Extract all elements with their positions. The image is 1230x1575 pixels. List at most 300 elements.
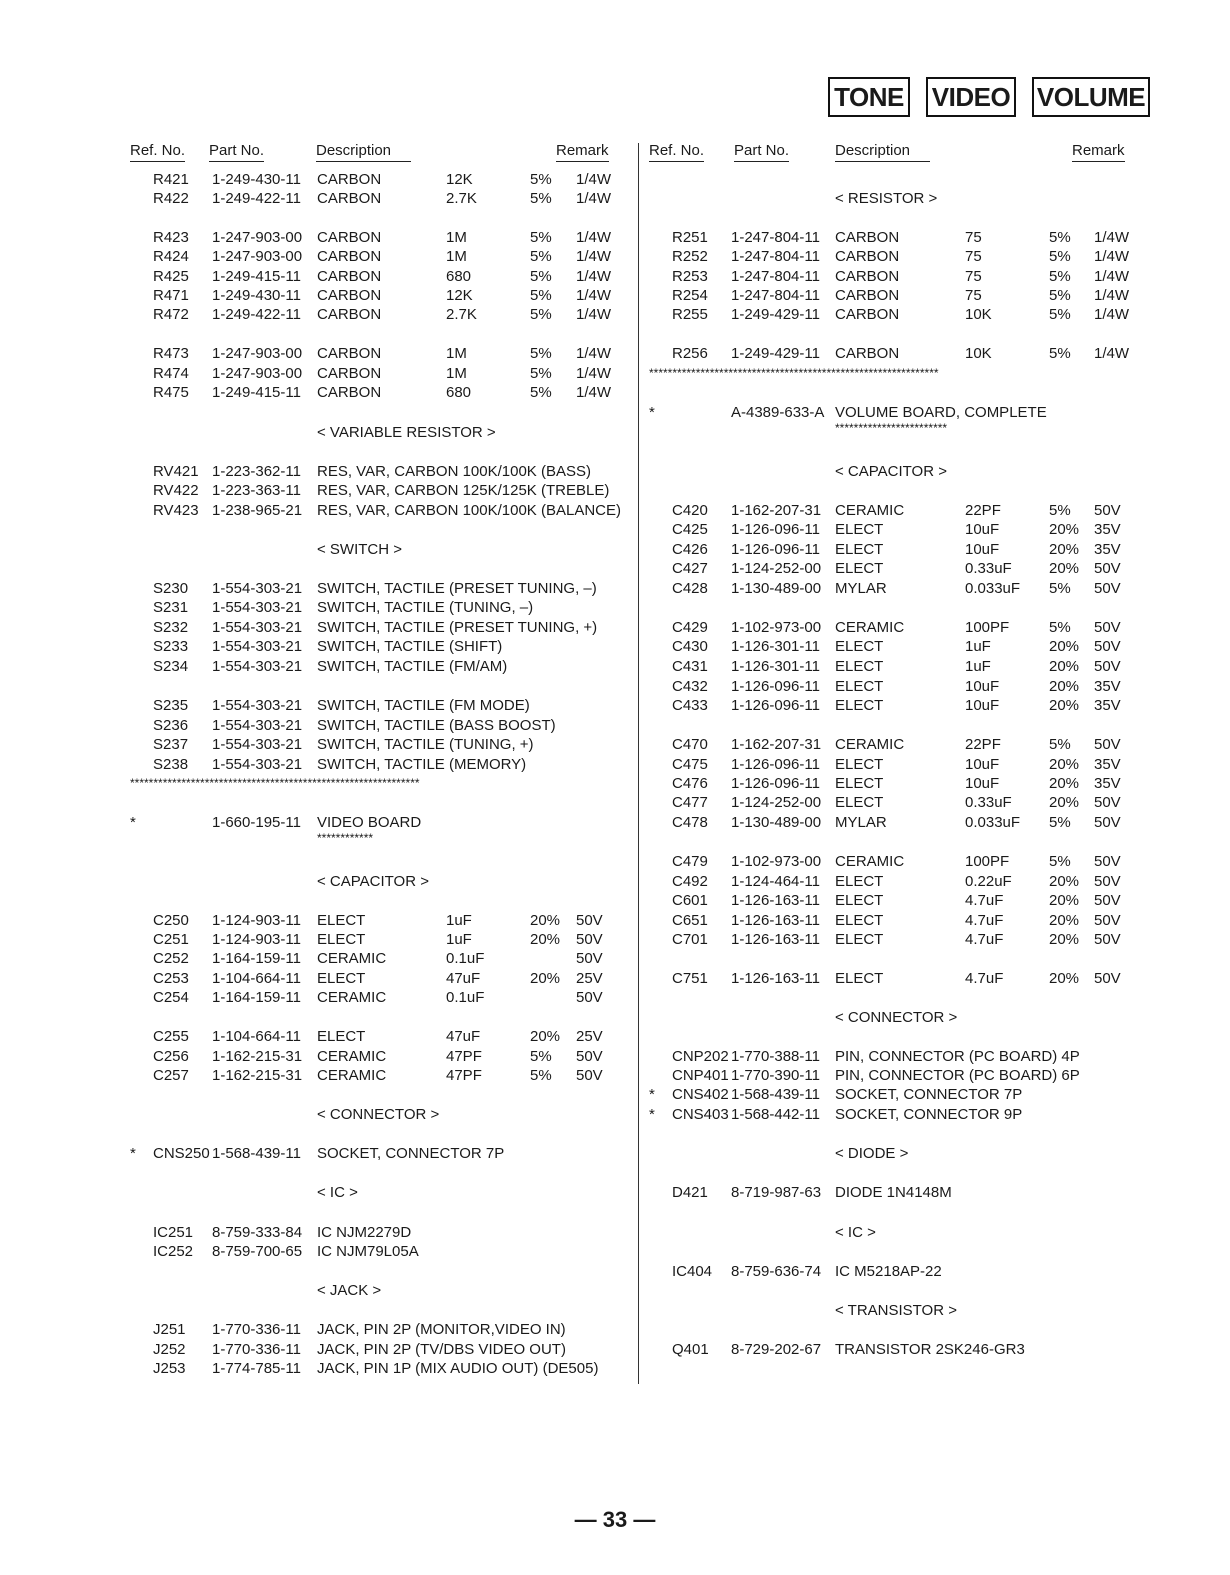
description: CARBON (317, 345, 382, 362)
ref-no: D421 (672, 1184, 708, 1201)
rating: 50V (1094, 580, 1121, 597)
table-row (0, 286, 1230, 306)
part-no: 1-247-804-11 (731, 248, 820, 265)
table-row (0, 872, 1230, 892)
tolerance: 5% (1049, 345, 1071, 362)
part-no: 1-124-252-00 (731, 794, 822, 811)
ref-no: C253 (153, 970, 189, 987)
tab-tone: TONE (828, 77, 910, 117)
rating: 1/4W (1094, 229, 1130, 246)
ref-no: R252 (672, 248, 708, 265)
part-no: 1-162-207-31 (731, 736, 822, 753)
ref-no: C252 (153, 950, 189, 967)
tolerance: 5% (530, 287, 552, 304)
ref-no: S237 (153, 736, 189, 753)
ref-no: R422 (153, 190, 189, 207)
ref-no: J252 (153, 1341, 186, 1358)
table-row (0, 170, 1230, 190)
part-no: 1-554-303-21 (212, 638, 303, 655)
ref-no: C701 (672, 931, 708, 948)
ref-no: R256 (672, 345, 708, 362)
value: 1M (446, 229, 467, 246)
ref-no: C601 (672, 892, 708, 909)
section-heading (0, 1301, 1230, 1321)
part-no: 1-554-303-21 (212, 697, 303, 714)
rating: 1/4W (576, 268, 612, 285)
table-row (0, 540, 1230, 560)
section-title: < TRANSISTOR > (835, 1302, 957, 1319)
description: CARBON (317, 229, 382, 246)
ref-no: C429 (672, 619, 708, 636)
tolerance: 20% (1049, 970, 1080, 987)
description: ELECT (835, 970, 884, 987)
rating: 25V (576, 970, 603, 987)
table-row (0, 852, 1230, 872)
description: ELECT (835, 521, 884, 538)
table-row (0, 1105, 1230, 1125)
tolerance: 20% (1049, 873, 1080, 890)
ref-no: CNP202 (672, 1048, 729, 1065)
part-no: 1-162-215-31 (212, 1048, 303, 1065)
ref-no: CNS402 (672, 1086, 729, 1103)
part-no: 1-130-489-00 (731, 814, 822, 831)
description: CERAMIC (317, 1048, 387, 1065)
description: SWITCH, TACTILE (PRESET TUNING, –) (317, 580, 597, 597)
table-row (0, 618, 1230, 638)
safety-mark: * (130, 1145, 136, 1162)
description: IC NJM2279D (317, 1224, 412, 1241)
rating: 1/4W (1094, 248, 1130, 265)
tolerance: 5% (530, 190, 552, 207)
rating: 50V (1094, 658, 1121, 675)
ref-no: C479 (672, 853, 708, 870)
rating: 50V (1094, 638, 1121, 655)
ref-no: C425 (672, 521, 708, 538)
part-no: 1-126-096-11 (731, 756, 820, 773)
ref-no: R474 (153, 365, 189, 382)
part-no: 1-554-303-21 (212, 717, 303, 734)
table-row (0, 911, 1230, 931)
rating: 1/4W (576, 190, 612, 207)
underline-text: ************ (317, 831, 374, 845)
table-row (0, 1262, 1230, 1282)
part-no: 1-249-430-11 (212, 287, 301, 304)
description: ELECT (835, 892, 884, 909)
value: 10uF (965, 756, 1000, 773)
value: 75 (965, 268, 982, 285)
part-no: 1-554-303-21 (212, 619, 303, 636)
value: 10uF (965, 541, 1000, 558)
table-row (0, 383, 1230, 403)
table-row (0, 559, 1230, 579)
value: 12K (446, 287, 473, 304)
ref-no: S238 (153, 756, 189, 773)
value: 10uF (965, 521, 1000, 538)
table-row (0, 949, 1230, 969)
safety-mark: * (649, 1086, 655, 1103)
ref-no: R473 (153, 345, 189, 362)
description: ELECT (317, 970, 366, 987)
tolerance: 5% (1049, 306, 1071, 323)
description: JACK, PIN 1P (MIX AUDIO OUT) (DE505) (317, 1360, 599, 1377)
description: MYLAR (835, 580, 887, 597)
part-no: 1-124-252-00 (731, 560, 822, 577)
ref-no: C427 (672, 560, 708, 577)
description: CARBON (835, 248, 900, 265)
section-title: < CONNECTOR > (835, 1009, 958, 1026)
part-no: 1-249-415-11 (212, 268, 301, 285)
rating: 50V (1094, 931, 1121, 948)
part-no: 8-719-987-63 (731, 1184, 822, 1201)
ref-no: C470 (672, 736, 708, 753)
rating: 50V (1094, 619, 1121, 636)
part-no: 8-759-333-84 (212, 1224, 303, 1241)
section-title: < RESISTOR > (835, 190, 938, 207)
table-row (0, 1183, 1230, 1203)
ref-no: R423 (153, 229, 189, 246)
rating: 50V (1094, 970, 1121, 987)
left-header-part: Part No. (209, 141, 264, 162)
description: ELECT (317, 1028, 366, 1045)
tab-video: VIDEO (926, 77, 1016, 117)
value: 4.7uF (965, 931, 1004, 948)
value: 680 (446, 268, 472, 285)
description: ELECT (835, 697, 884, 714)
rating: 1/4W (576, 248, 612, 265)
part-no: 1-104-664-11 (212, 1028, 301, 1045)
description: SWITCH, TACTILE (TUNING, +) (317, 736, 534, 753)
part-no: 1-770-336-11 (212, 1321, 301, 1338)
tolerance: 5% (530, 345, 552, 362)
section-title: < IC > (835, 1224, 876, 1241)
rating: 50V (576, 1048, 603, 1065)
tolerance: 20% (1049, 775, 1080, 792)
part-no: 1-247-804-11 (731, 229, 820, 246)
description: ELECT (835, 873, 884, 890)
description: SOCKET, CONNECTOR 7P (835, 1086, 1023, 1103)
ref-no: S232 (153, 619, 189, 636)
tolerance: 20% (1049, 678, 1080, 695)
part-no: 1-770-336-11 (212, 1341, 301, 1358)
tolerance: 5% (1049, 580, 1071, 597)
value: 75 (965, 287, 982, 304)
rating: 1/4W (576, 306, 612, 323)
tolerance: 20% (1049, 638, 1080, 655)
part-no: 1-162-207-31 (731, 502, 822, 519)
value: 12K (446, 171, 473, 188)
description: CERAMIC (835, 502, 905, 519)
value: 0.1uF (446, 989, 485, 1006)
table-row (0, 637, 1230, 657)
description: VOLUME BOARD, COMPLETE (835, 404, 1047, 421)
description: ELECT (835, 912, 884, 929)
tolerance: 20% (530, 931, 561, 948)
rating: 35V (1094, 775, 1121, 792)
ref-no: R255 (672, 306, 708, 323)
ref-no: C430 (672, 638, 708, 655)
description: CERAMIC (835, 736, 905, 753)
section-heading (0, 189, 1230, 209)
value: 22PF (965, 502, 1001, 519)
left-header-ref: Ref. No. (130, 141, 185, 162)
rating: 1/4W (576, 171, 612, 188)
section-heading (0, 1008, 1230, 1028)
description: CARBON (835, 268, 900, 285)
description: CERAMIC (835, 619, 905, 636)
ref-no: R424 (153, 248, 189, 265)
description: CARBON (317, 190, 382, 207)
right-header-ref: Ref. No. (649, 141, 704, 162)
part-no: 8-759-636-74 (731, 1263, 822, 1280)
description: VIDEO BOARD (317, 814, 422, 831)
part-no: 1-247-804-11 (731, 287, 820, 304)
table-row (0, 598, 1230, 618)
part-no: 1-247-903-00 (212, 248, 303, 265)
part-no: 1-249-429-11 (731, 306, 820, 323)
description: ELECT (317, 931, 366, 948)
value: 1uF (965, 638, 991, 655)
ref-no: S235 (153, 697, 189, 714)
table-row (0, 481, 1230, 501)
rating: 50V (576, 931, 603, 948)
table-row (0, 813, 1230, 833)
ref-no: C428 (672, 580, 708, 597)
ref-no: C426 (672, 541, 708, 558)
tolerance: 5% (1049, 248, 1071, 265)
right-header-desc: Description (835, 141, 930, 162)
rating: 1/4W (1094, 287, 1130, 304)
part-no: 1-223-363-11 (212, 482, 301, 499)
value: 0.033uF (965, 580, 1021, 597)
tolerance: 5% (1049, 229, 1071, 246)
part-no: 1-554-303-21 (212, 658, 303, 675)
tolerance: 5% (530, 384, 552, 401)
table-row (0, 930, 1230, 950)
ref-no: C431 (672, 658, 708, 675)
part-no: 1-238-965-21 (212, 502, 303, 519)
description: CARBON (835, 306, 900, 323)
part-no: 1-124-903-11 (212, 931, 301, 948)
ref-no: R471 (153, 287, 189, 304)
safety-mark: * (649, 404, 655, 421)
part-no: 1-102-973-00 (731, 853, 822, 870)
left-header-desc: Description (316, 141, 411, 162)
part-no: 1-102-973-00 (731, 619, 822, 636)
value: 4.7uF (965, 970, 1004, 987)
part-no: 1-249-415-11 (212, 384, 301, 401)
description: CERAMIC (317, 950, 387, 967)
value: 10K (965, 345, 992, 362)
value: 2.7K (446, 190, 477, 207)
table-row (0, 969, 1230, 989)
value: 0.22uF (965, 873, 1012, 890)
description: SWITCH, TACTILE (FM MODE) (317, 697, 530, 714)
section-title: < DIODE > (835, 1145, 909, 1162)
rating: 35V (1094, 756, 1121, 773)
section-heading (0, 1223, 1230, 1243)
rating: 1/4W (1094, 345, 1130, 362)
ref-no: C751 (672, 970, 708, 987)
part-no: 1-126-163-11 (731, 931, 820, 948)
table-row (0, 1047, 1230, 1067)
ref-no: J251 (153, 1321, 186, 1338)
table-row (0, 520, 1230, 540)
part-no: 1-770-390-11 (731, 1067, 820, 1084)
description: SOCKET, CONNECTOR 9P (835, 1106, 1023, 1123)
description: IC NJM79L05A (317, 1243, 419, 1260)
description: RES, VAR, CARBON 125K/125K (TREBLE) (317, 482, 610, 499)
part-no: 1-164-159-11 (212, 950, 301, 967)
description: SWITCH, TACTILE (BASS BOOST) (317, 717, 556, 734)
table-row (0, 774, 1230, 794)
part-no: 1-126-163-11 (731, 892, 820, 909)
ref-no: R425 (153, 268, 189, 285)
part-no: 1-124-903-11 (212, 912, 301, 929)
table-row (0, 228, 1230, 248)
value: 100PF (965, 619, 1010, 636)
ref-no: J253 (153, 1360, 186, 1377)
value: 47PF (446, 1067, 482, 1084)
part-no: 1-247-903-00 (212, 365, 303, 382)
rating: 50V (1094, 892, 1121, 909)
table-row (0, 501, 1230, 521)
tolerance: 20% (530, 912, 561, 929)
tolerance: 5% (1049, 619, 1071, 636)
rating: 1/4W (576, 345, 612, 362)
part-no: 1-249-430-11 (212, 171, 301, 188)
tolerance: 20% (1049, 756, 1080, 773)
tolerance: 20% (1049, 521, 1080, 538)
ref-no: CNP401 (672, 1067, 729, 1084)
tab-volume: VOLUME (1032, 77, 1150, 117)
description: PIN, CONNECTOR (PC BOARD) 6P (835, 1067, 1080, 1084)
description: JACK, PIN 2P (TV/DBS VIDEO OUT) (317, 1341, 566, 1358)
section-title: < CONNECTOR > (317, 1106, 440, 1123)
description: CARBON (317, 365, 382, 382)
table-row (0, 1242, 1230, 1262)
rating: 50V (576, 912, 603, 929)
ref-no: S230 (153, 580, 189, 597)
ref-no: CNS403 (672, 1106, 729, 1123)
description: CARBON (835, 287, 900, 304)
part-no: 1-554-303-21 (212, 756, 303, 773)
ref-no: C257 (153, 1067, 189, 1084)
tolerance: 5% (530, 1048, 552, 1065)
description: ELECT (835, 775, 884, 792)
table-row (0, 657, 1230, 677)
ref-no: R253 (672, 268, 708, 285)
ref-no: S231 (153, 599, 189, 616)
rating: 35V (1094, 521, 1121, 538)
value: 1uF (965, 658, 991, 675)
part-no: 1-249-429-11 (731, 345, 820, 362)
part-no: 1-247-903-00 (212, 345, 303, 362)
part-no: 1-126-096-11 (731, 697, 820, 714)
section-title: < SWITCH > (317, 541, 403, 558)
table-row (0, 735, 1230, 755)
value: 1M (446, 345, 467, 362)
tolerance: 20% (1049, 541, 1080, 558)
description: CARBON (835, 229, 900, 246)
tolerance: 20% (1049, 658, 1080, 675)
part-no: 1-126-301-11 (731, 658, 820, 675)
table-row (0, 1085, 1230, 1105)
description: DIODE 1N4148M (835, 1184, 952, 1201)
ref-no: RV422 (153, 482, 199, 499)
description: TRANSISTOR 2SK246-GR3 (835, 1341, 1025, 1358)
description: ELECT (835, 658, 884, 675)
part-no: 1-249-422-11 (212, 190, 301, 207)
rating: 35V (1094, 678, 1121, 695)
part-no: 1-126-096-11 (731, 678, 820, 695)
ref-no: R475 (153, 384, 189, 401)
description: SWITCH, TACTILE (SHIFT) (317, 638, 503, 655)
description: CARBON (317, 384, 382, 401)
description: CERAMIC (317, 989, 387, 1006)
value: 0.1uF (446, 950, 485, 967)
part-no: 1-568-439-11 (212, 1145, 301, 1162)
value: 75 (965, 229, 982, 246)
table-row (0, 891, 1230, 911)
underline-text: ************************ (835, 421, 948, 435)
tolerance: 20% (530, 970, 561, 987)
value: 100PF (965, 853, 1010, 870)
tolerance: 20% (1049, 560, 1080, 577)
description: CARBON (317, 171, 382, 188)
ref-no: IC404 (672, 1263, 713, 1280)
description: ELECT (317, 912, 366, 929)
tolerance: 5% (530, 1067, 552, 1084)
table-row (0, 755, 1230, 775)
ref-no: RV423 (153, 502, 199, 519)
ref-no: Q401 (672, 1341, 709, 1358)
rating: 1/4W (576, 287, 612, 304)
rating: 50V (576, 950, 603, 967)
tolerance: 5% (530, 306, 552, 323)
description: ELECT (835, 756, 884, 773)
table-row (0, 1320, 1230, 1340)
board-underline (0, 419, 1230, 439)
table-row (0, 579, 1230, 599)
value: 1M (446, 365, 467, 382)
section-title: < VARIABLE RESISTOR > (317, 424, 496, 441)
value: 0.33uF (965, 794, 1012, 811)
part-no: 1-126-096-11 (731, 775, 820, 792)
description: CARBON (317, 248, 382, 265)
description: CERAMIC (317, 1067, 387, 1084)
ref-no: C492 (672, 873, 708, 890)
value: 10K (965, 306, 992, 323)
part-no: 1-568-442-11 (731, 1106, 820, 1123)
part-no: 1-554-303-21 (212, 580, 303, 597)
table-row (0, 247, 1230, 267)
rating: 35V (1094, 697, 1121, 714)
part-no: 1-554-303-21 (212, 736, 303, 753)
part-no: 1-164-159-11 (212, 989, 301, 1006)
tolerance: 5% (530, 248, 552, 265)
description: SWITCH, TACTILE (FM/AM) (317, 658, 508, 675)
tolerance: 5% (530, 365, 552, 382)
right-header-part: Part No. (734, 141, 789, 162)
part-no: 1-126-163-11 (731, 912, 820, 929)
value: 10uF (965, 678, 1000, 695)
description: RES, VAR, CARBON 100K/100K (BASS) (317, 463, 591, 480)
rating: 1/4W (1094, 268, 1130, 285)
part-no: 1-247-903-00 (212, 229, 303, 246)
table-row (0, 793, 1230, 813)
description: ELECT (835, 678, 884, 695)
value: 0.033uF (965, 814, 1021, 831)
